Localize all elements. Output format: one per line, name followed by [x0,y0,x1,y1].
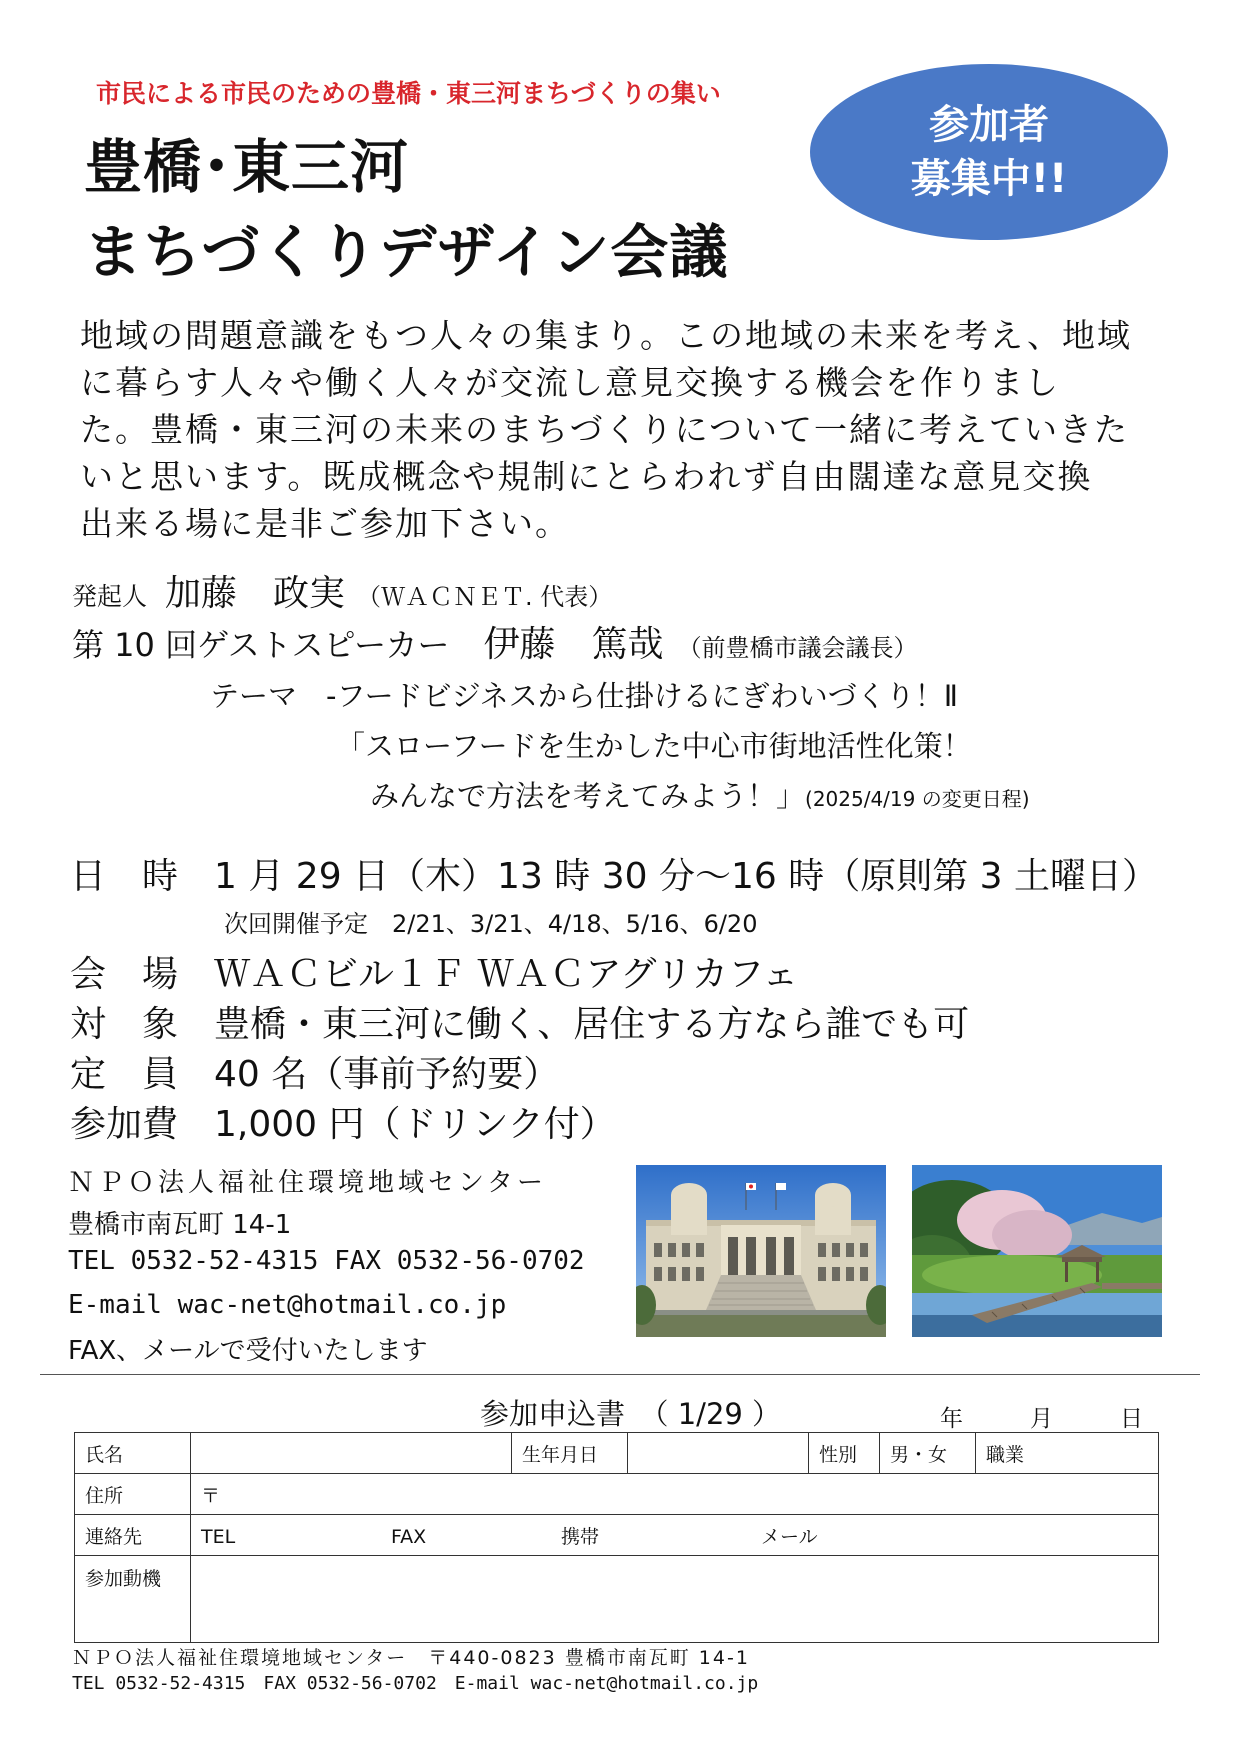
theme-line2: 「スローフードを生かした中心市街地活性化策！ [336,729,972,763]
datetime: 日 時 1 月 29 日（木）13 時 30 分～16 時（原則第 3 土曜日） [70,856,1159,897]
theme-line3-text: みんなで方法を考えてみよう！」 [370,779,806,813]
intro-line: に暮らす人々や働く人々が交流し意見交換する機会を作りまし [80,363,1060,402]
founder-label: 発起人 [72,582,148,611]
gender-label: 性別 [809,1433,880,1474]
organizer-accept: FAX、メールで受付いたします [68,1336,428,1366]
birth-label: 生年月日 [512,1433,628,1474]
badge-line1: 参加者 [929,102,1049,148]
mobile-label: 携帯 [561,1525,600,1548]
job-field[interactable]: 職業 [976,1433,1159,1474]
intro-line: 地域の問題意識をもつ人々の集まり。この地域の未来を考え、地域 [80,316,1132,355]
fee: 参加費 1,000 円（ドリンク付） [70,1104,616,1145]
founder-line [72,565,612,616]
organizer-phone: TEL 0532-52-4315 FAX 0532-56-0702 [68,1246,585,1276]
intro-line: いと思います。既成概念や規制にとらわれず自由闊達な意見交換 [80,457,1093,496]
capacity: 定 員 40 名（事前予約要） [70,1054,560,1095]
contact-label: 連絡先 [75,1515,191,1556]
founder-name: 加藤 政実 [165,573,346,614]
application-form [74,1432,1159,1643]
birth-field[interactable] [628,1433,809,1474]
title-line1: 豊橋･東三河 [84,133,410,201]
title-line2: まちづくりデザイン会議 [84,218,729,286]
footer-line2: TEL 0532-52-4315 FAX 0532-56-0702 E-mail wac-net@hotmail.co.jp [72,1673,759,1694]
speaker-label: 第 10 回ゲストスピーカー [72,626,450,664]
theme-line3 [370,774,1030,815]
form-day-label: 日 [1120,1406,1143,1432]
tagline: 市民による市民のための豊橋・東三河まちづくりの集い [96,79,721,108]
theme-note: (2025/4/19 の変更日程) [805,787,1030,811]
footer-line1: ＮＰＯ法人福祉住環境地域センター 〒440-0823 豊橋市南瓦町 14-1 [72,1647,750,1669]
contact-field[interactable] [191,1515,1159,1556]
speaker-name: 伊藤 篤哉 [483,624,664,665]
form-date [940,1400,1210,1433]
section-divider [40,1374,1200,1375]
tel-label: TEL [201,1525,236,1548]
intro-paragraph [80,312,1165,547]
venue: 会 場 ＷＡＣビル１Ｆ ＷＡＣアグリカフェ [70,954,799,995]
fax-label: FAX [391,1525,427,1548]
intro-line: 出来る場に是非ご参加下さい。 [80,504,570,543]
next-schedule: 次回開催予定 2/21、3/21、4/18、5/16、6/20 [224,910,758,938]
form-month-label: 月 [1030,1406,1053,1432]
organizer-name: ＮＰＯ法人福祉住環境地域センター [68,1168,547,1198]
badge-line2: 募集中!! [910,156,1068,202]
speaker-note: （前豊橋市議会議長） [677,634,918,662]
motive-label: 参加動機 [75,1556,191,1643]
intro-line: た。豊橋・東三河の未来のまちづくりについて一緒に考えていきた [80,410,1130,449]
mail-label: メール [761,1525,818,1548]
speaker-line [72,616,918,667]
organizer-address: 豊橋市南瓦町 14-1 [68,1210,292,1240]
gender-field[interactable]: 男・女 [880,1433,976,1474]
name-label: 氏名 [75,1433,191,1474]
organizer-email: E-mail wac-net@hotmail.co.jp [68,1290,507,1320]
founder-note: （ＷＡＣＮＥＴ. 代表） [357,583,613,611]
form-year-label: 年 [940,1406,963,1432]
motive-field[interactable] [191,1556,1159,1643]
target-audience: 対 象 豊橋・東三河に働く、居住する方なら誰でも可 [70,1004,970,1045]
form-title: 参加申込書 （ 1/29 ） [480,1397,782,1431]
theme-line1: テーマ ‐フードビジネスから仕掛けるにぎわいづくり！Ⅱ [210,679,958,713]
city-hall-photo [636,1165,886,1337]
address-label: 住所 [75,1474,191,1515]
park-pond-photo [912,1165,1162,1337]
name-field[interactable] [191,1433,512,1474]
address-field[interactable]: 〒 [191,1474,1159,1515]
recruiting-badge [810,64,1168,240]
